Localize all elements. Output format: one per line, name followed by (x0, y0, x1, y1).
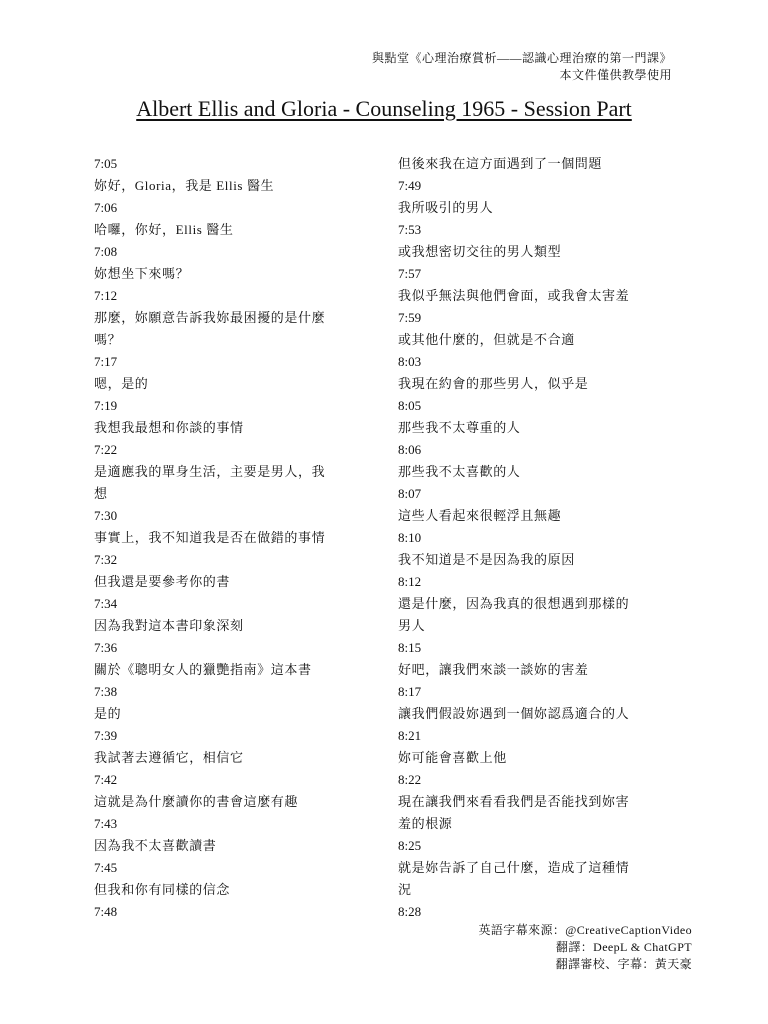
timestamp: 7:39 (94, 728, 118, 743)
credits-footer (478, 922, 692, 973)
timestamp: 7:36 (94, 640, 118, 655)
transcript-line: 我所吸引的男人 (398, 200, 494, 215)
timestamp: 7:12 (94, 288, 118, 303)
transcript-line: 但我和你有同樣的信念 (94, 882, 231, 897)
timestamp: 7:30 (94, 508, 118, 523)
timestamp: 7:42 (94, 772, 118, 787)
timestamp: 7:49 (398, 178, 422, 193)
header-usage-note: 本文件僅供教學使用 (559, 68, 672, 82)
timestamp: 8:17 (398, 684, 422, 699)
transcript-line: 嗯，是的 (94, 376, 149, 391)
transcript-line: 況 (398, 882, 412, 897)
timestamp: 7:32 (94, 552, 118, 567)
timestamp: 8:15 (398, 640, 422, 655)
document-title: Albert Ellis and Gloria - Counseling 1965 - Session Part (136, 96, 632, 121)
transcript-line: 我現在約會的那些男人，似乎是 (398, 376, 589, 391)
transcript-line: 我試著去遵循它，相信它 (94, 750, 244, 765)
transcript-line: 還是什麼，因為我真的很想遇到那樣的 (398, 596, 630, 611)
transcript-left-column (94, 153, 364, 923)
transcript-line: 因為我對這本書印象深刻 (94, 618, 244, 633)
timestamp: 8:05 (398, 398, 422, 413)
transcript-line: 這些人看起來很輕浮且無趣 (398, 508, 562, 523)
transcript-line: 嗎？ (94, 332, 122, 347)
transcript-line: 妳可能會喜歡上他 (398, 750, 507, 765)
transcript-line: 但我還是要參考你的書 (94, 574, 231, 589)
timestamp: 8:28 (398, 904, 422, 919)
header-course-title: 與點堂《心理治療賞析——認識心理治療的第一門課》 (371, 51, 672, 65)
timestamp: 8:10 (398, 530, 422, 545)
transcript-line: 但後來我在這方面遇到了一個問題 (398, 156, 603, 171)
credit-subtitle-source: 英語字幕來源：@CreativeCaptionVideo (478, 923, 692, 937)
timestamp: 8:25 (398, 838, 422, 853)
credit-review: 翻譯審校、字幕：黃天豪 (555, 957, 692, 971)
transcript-line: 是的 (94, 706, 122, 721)
transcript-line: 好吧，讓我們來談一談妳的害羞 (398, 662, 589, 677)
transcript-line: 男人 (398, 618, 426, 633)
transcript-line: 這就是為什麼讀你的書會這麼有趣 (94, 794, 299, 809)
timestamp: 7:22 (94, 442, 118, 457)
transcript-line: 現在讓我們來看看我們是否能找到妳害 (398, 794, 630, 809)
transcript-line: 我似乎無法與他們會面，或我會太害羞 (398, 288, 630, 303)
credit-translation: 翻譯：DeepL & ChatGPT (555, 940, 692, 954)
transcript-line: 妳好，Gloria，我是 Ellis 醫生 (94, 178, 275, 193)
timestamp: 7:48 (94, 904, 118, 919)
timestamp: 8:12 (398, 574, 422, 589)
transcript-line: 讓我們假設妳遇到一個妳認爲適合的人 (398, 706, 630, 721)
transcript-line: 或其他什麼的，但就是不合適 (398, 332, 575, 347)
timestamp: 7:06 (94, 200, 118, 215)
transcript-line: 或我想密切交往的男人類型 (398, 244, 562, 259)
timestamp: 7:17 (94, 354, 118, 369)
timestamp: 7:38 (94, 684, 118, 699)
transcript-line: 關於《聰明女人的獵艷指南》這本書 (94, 662, 312, 677)
timestamp: 8:21 (398, 728, 422, 743)
transcript-line: 那麼，妳願意告訴我妳最困擾的是什麼 (94, 310, 326, 325)
timestamp: 7:05 (94, 156, 118, 171)
timestamp: 7:34 (94, 596, 118, 611)
timestamp: 8:22 (398, 772, 422, 787)
transcript-right-column (398, 153, 668, 923)
transcript-line: 我想我最想和你談的事情 (94, 420, 244, 435)
transcript-line: 是適應我的單身生活，主要是男人，我 (94, 464, 326, 479)
timestamp: 7:08 (94, 244, 118, 259)
timestamp: 7:53 (398, 222, 422, 237)
timestamp: 7:45 (94, 860, 118, 875)
transcript-line: 妳想坐下來嗎？ (94, 266, 190, 281)
timestamp: 7:43 (94, 816, 118, 831)
transcript-line: 哈囉，你好，Ellis 醫生 (94, 222, 234, 237)
timestamp: 7:57 (398, 266, 422, 281)
transcript-line: 事實上，我不知道我是否在做錯的事情 (94, 530, 326, 545)
transcript-line: 那些我不太喜歡的人 (398, 464, 521, 479)
transcript-line: 我不知道是不是因為我的原因 (398, 552, 575, 567)
timestamp: 8:03 (398, 354, 422, 369)
transcript-line: 那些我不太尊重的人 (398, 420, 521, 435)
transcript-line: 想 (94, 486, 108, 501)
timestamp: 7:19 (94, 398, 118, 413)
timestamp: 8:07 (398, 486, 422, 501)
transcript-line: 因為我不太喜歡讀書 (94, 838, 217, 853)
timestamp: 8:06 (398, 442, 422, 457)
transcript-line: 羞的根源 (398, 816, 453, 831)
timestamp: 7:59 (398, 310, 422, 325)
header-note (372, 50, 672, 84)
transcript-line: 就是妳告訴了自己什麼，造成了這種情 (398, 860, 630, 875)
